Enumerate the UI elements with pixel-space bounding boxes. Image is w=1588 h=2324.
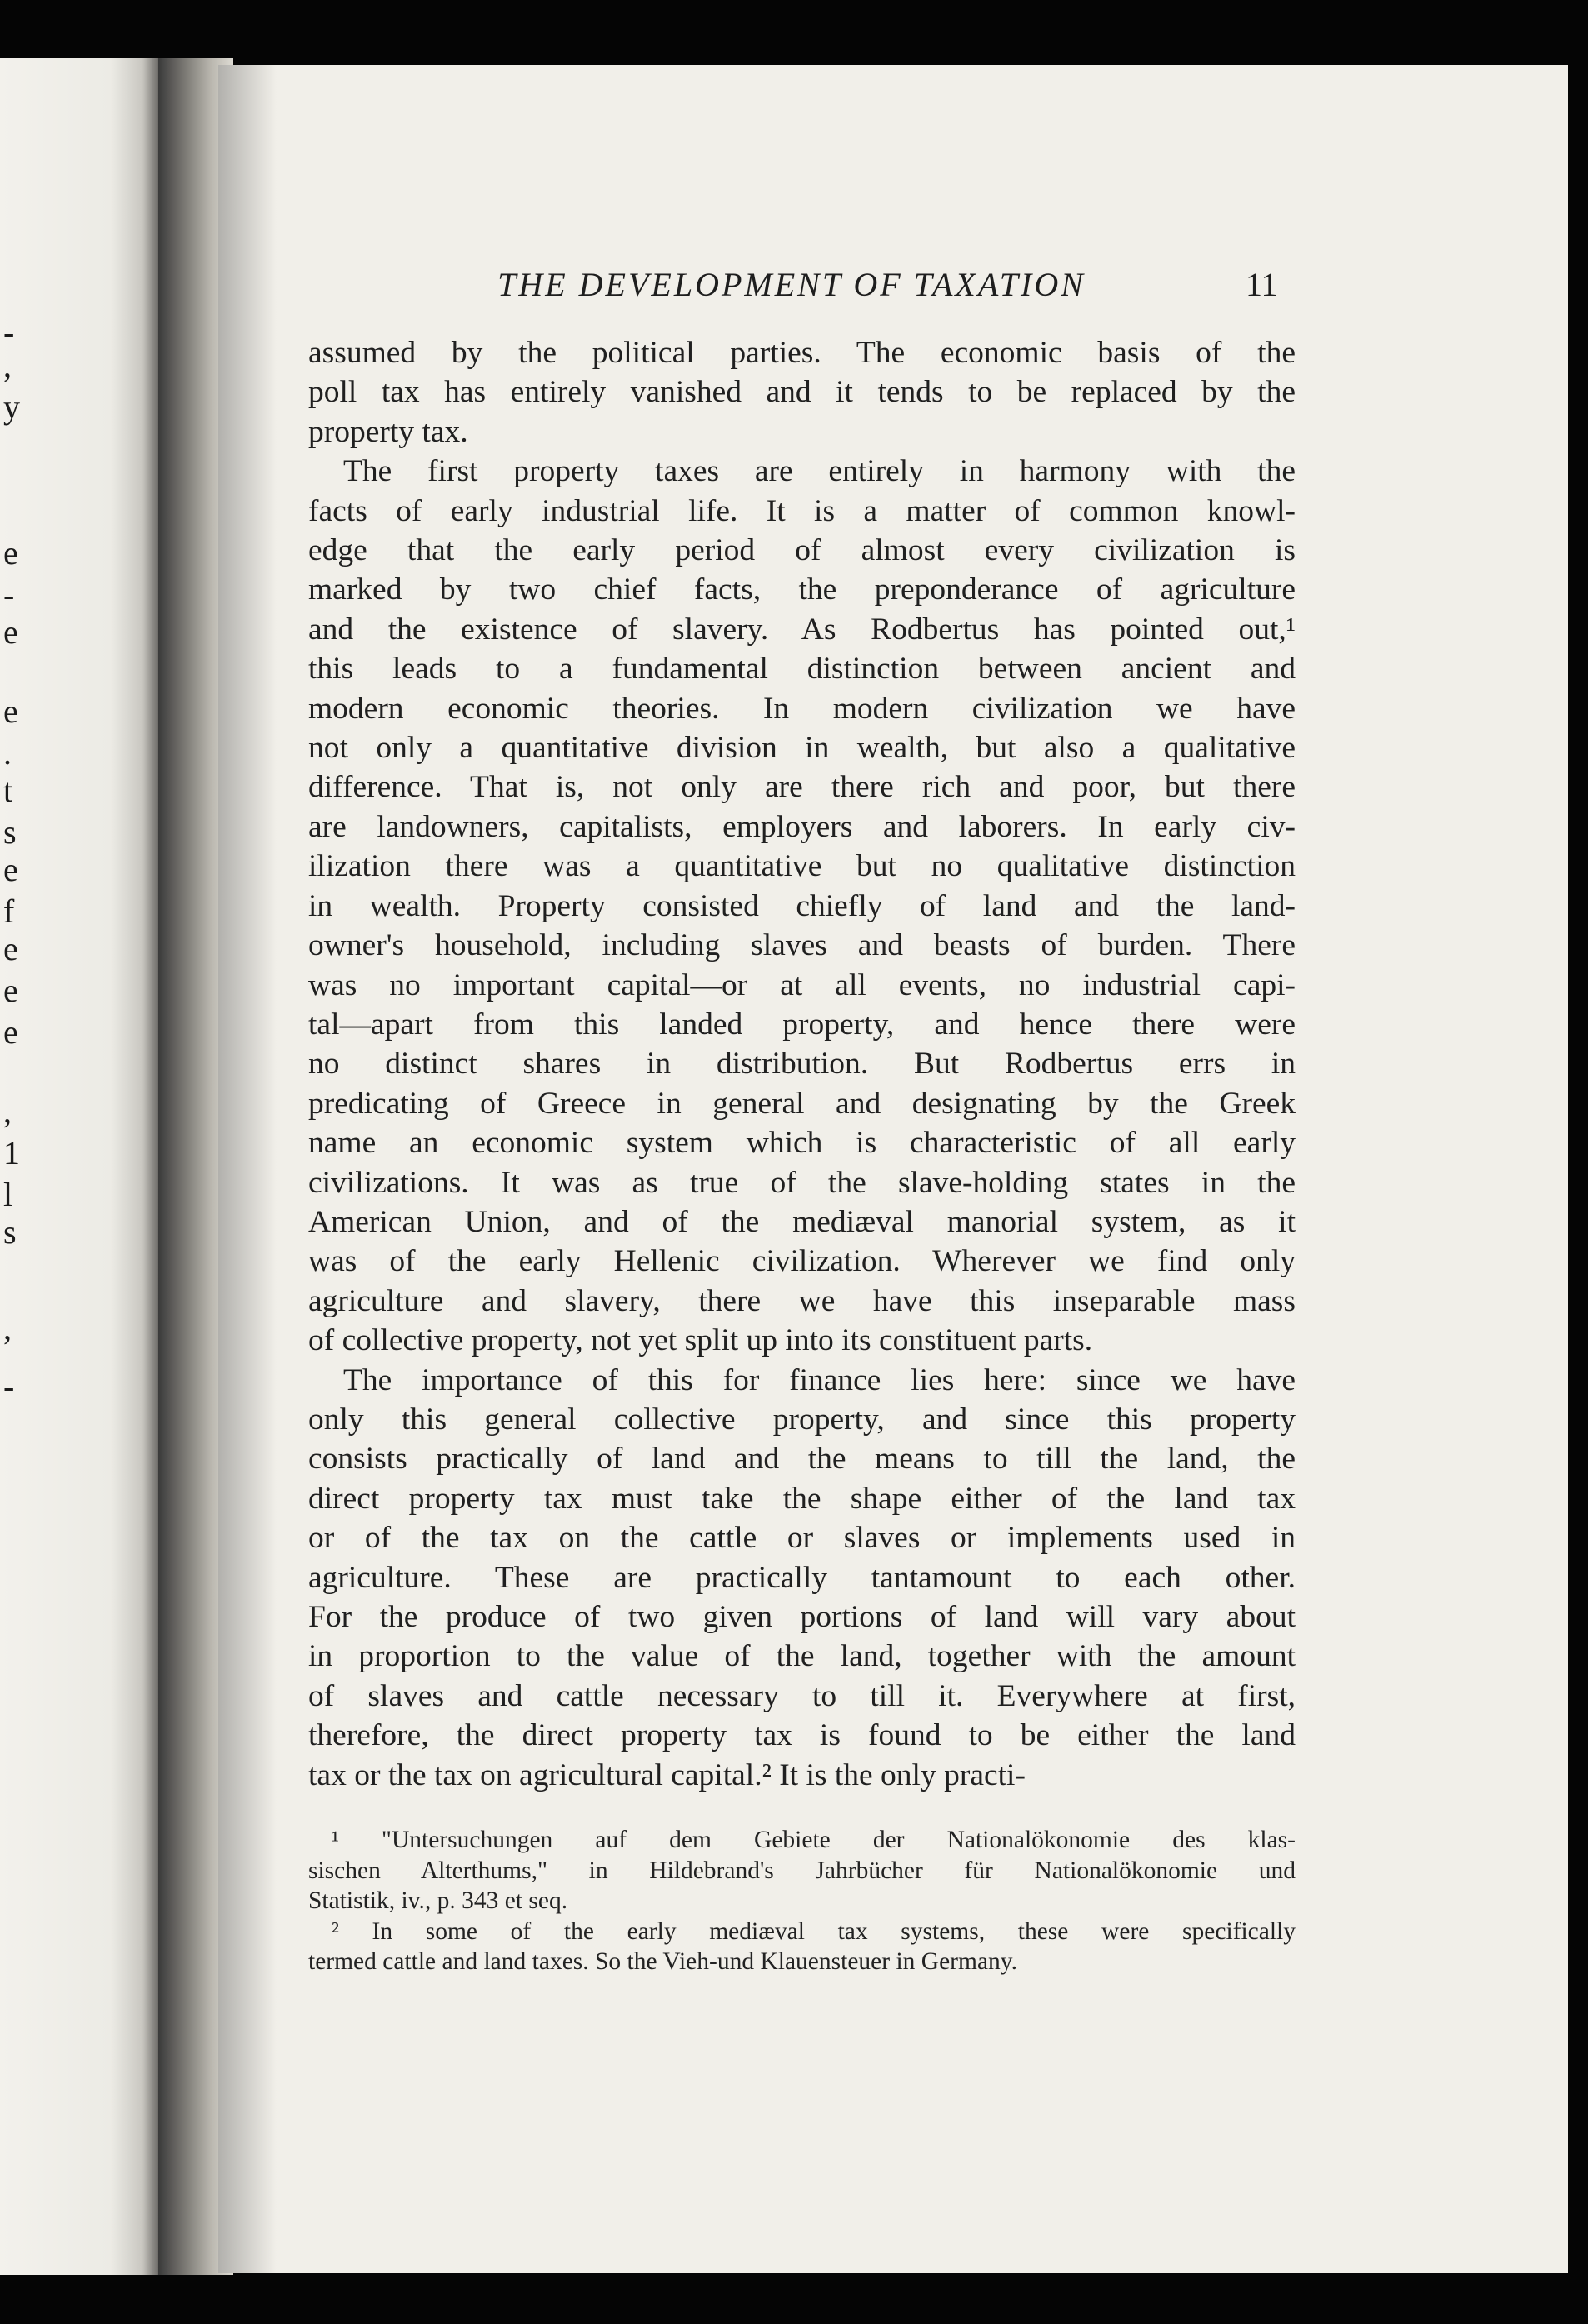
page-binding-shadow <box>218 65 277 2273</box>
text-line: tax or the tax on agricultural capital.² It is the only practi- <box>308 1757 1026 1792</box>
facing-page-char: s <box>3 813 17 851</box>
text-line: only this general collective property, and since this property <box>308 1402 1296 1437</box>
facing-page-char: e <box>3 972 18 1009</box>
facing-page-char: , <box>3 1309 12 1347</box>
facing-page-char: - <box>3 1367 15 1405</box>
text-line: and the existence of slavery. As Rodbertus has pointed out,¹ <box>308 612 1296 647</box>
facing-page-char: , <box>3 1092 12 1130</box>
text-line: consists practically of land and the means to till the land, the <box>308 1442 1296 1477</box>
text-line: difference. That is, not only are there rich and poor, but there <box>308 770 1296 805</box>
text-line: ilization there was a quantitative but no qualitative distinction <box>308 849 1296 884</box>
text-line: this leads to a fundamental distinction between ancient and <box>308 652 1296 687</box>
footnotes <box>308 1825 1296 1977</box>
text-line: of slaves and cattle necessary to till it. Everywhere at first, <box>308 1678 1296 1713</box>
facing-page-char: , <box>3 347 12 384</box>
footnote-line: ² In some of the early mediæval tax systems, these were specifically <box>332 1917 1296 1945</box>
text-line: therefore, the direct property tax is found to be either the land <box>308 1718 1296 1753</box>
text-line: civilizations. It was as true of the slave-holding states in the <box>308 1165 1296 1200</box>
text-line: property tax. <box>308 414 468 449</box>
text-line: poll tax has entirely vanished and it tends to be replaced by the <box>308 375 1296 410</box>
text-line: The first property taxes are entirely in harmony with the <box>343 454 1296 489</box>
facing-page-edge <box>0 58 158 2275</box>
footnote-line: ¹ "Untersuchungen auf dem Gebiete der Nationalökonomie des klas- <box>332 1827 1296 1853</box>
text-line: agriculture and slavery, there we have this inseparable mass <box>308 1283 1296 1318</box>
text-line: not only a quantitative division in wealth, but also a qualitative <box>308 731 1296 766</box>
footnote-line: sischen Alterthums," in Hildebrand's Jahrbücher für Nationalökonomie und <box>308 1857 1296 1884</box>
page-number: 11 <box>1246 266 1278 303</box>
facing-page-char: e <box>3 692 18 730</box>
facing-page-char: e <box>3 1013 18 1051</box>
running-head: THE DEVELOPMENT OF TAXATION <box>497 266 1086 303</box>
facing-page-char: s <box>3 1213 17 1251</box>
text-line: or of the tax on the cattle or slaves or implements used in <box>308 1521 1296 1556</box>
footnote-line: termed cattle and land taxes. So the Vieh-und Klauensteuer in Germany. <box>308 1948 1017 1975</box>
facing-page-char: - <box>3 313 15 351</box>
text-line: predicating of Greece in general and designating by the Greek <box>308 1086 1296 1121</box>
text-line: modern economic theories. In modern civilization we have <box>308 691 1296 726</box>
text-line: of collective property, not yet split up into its constituent parts. <box>308 1323 1093 1358</box>
text-line: agriculture. These are practically tantamount to each other. <box>308 1560 1296 1595</box>
text-line: no distinct shares in distribution. But Rodbertus errs in <box>308 1047 1296 1082</box>
text-line: name an economic system which is characteristic of all early <box>308 1126 1296 1161</box>
footnote-line: Statistik, iv., p. 343 et seq. <box>308 1887 568 1914</box>
text-line: For the produce of two given portions of land will vary about <box>308 1600 1296 1634</box>
facing-page-char: l <box>3 1176 13 1213</box>
facing-page-char: f <box>3 892 15 930</box>
facing-page-char: e <box>3 613 18 651</box>
facing-page-char: e <box>3 930 18 967</box>
facing-page-char: . <box>3 734 12 772</box>
text-line: edge that the early period of almost every civilization is <box>308 533 1296 568</box>
facing-page-char: y <box>3 388 20 426</box>
facing-page-char: e <box>3 534 18 572</box>
text-line: owner's household, including slaves and beasts of burden. There <box>308 928 1296 963</box>
text-line: marked by two chief facts, the preponderance of agriculture <box>308 572 1296 607</box>
text-line: in proportion to the value of the land, together with the amount <box>308 1639 1296 1674</box>
text-line: was no important capital—or at all events, no industrial capi- <box>308 967 1296 1002</box>
facing-page-char: - <box>3 576 15 613</box>
text-line: direct property tax must take the shape either of the land tax <box>308 1481 1296 1516</box>
facing-page-char: t <box>3 772 13 809</box>
text-line: American Union, and of the mediæval manorial system, as it <box>308 1204 1296 1239</box>
text-line: in wealth. Property consisted chiefly of land and the land- <box>308 888 1296 923</box>
facing-page-char: 1 <box>3 1134 20 1172</box>
text-line: was of the early Hellenic civilization. Wherever we find only <box>308 1244 1296 1279</box>
text-line: facts of early industrial life. It is a matter of common knowl- <box>308 493 1296 528</box>
text-line: assumed by the political parties. The economic basis of the <box>308 336 1296 370</box>
body-text <box>308 333 1296 1795</box>
text-line: tal—apart from this landed property, and hence there were <box>308 1007 1296 1042</box>
text-line: are landowners, capitalists, employers and laborers. In early civ- <box>308 809 1296 844</box>
text-line: The importance of this for finance lies here: since we have <box>343 1362 1296 1397</box>
facing-page-char: e <box>3 851 18 888</box>
